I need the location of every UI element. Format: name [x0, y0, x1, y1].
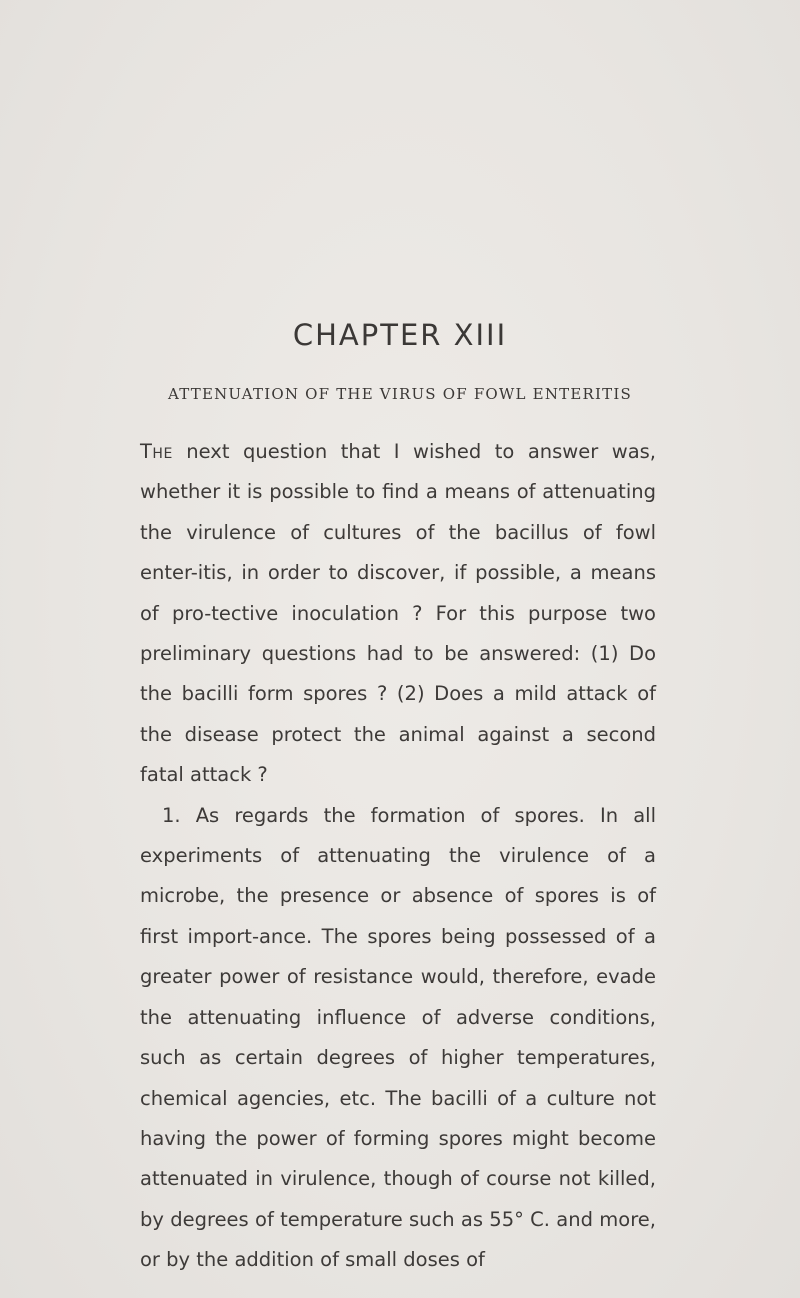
chapter-subtitle: ATTENUATION OF THE VIRUS OF FOWL ENTERITIS [168, 385, 632, 403]
body-text [140, 432, 656, 1281]
paragraph-1 [140, 432, 656, 796]
chapter-title: CHAPTER XIII [292, 318, 508, 352]
paragraph-text: next question that I wished to answer was, whether it is possible to find a means of attenuating the virulence of cultures of the bacillus of fowl enter-itis, in order to discover, if possible, a means of pro-tective inoculation ? For this purpose two preliminary questions had to be answered: (1) Do the bacilli form spores ? (2) Does a mild attack of the disease protect the animal against a second fatal attack ? [140, 440, 656, 787]
paragraph-lead-word: The [140, 440, 173, 463]
paragraph-text: 1. As regards the formation of spores. In all experiments of attenuating the virulence of a microbe, the presence or absence of spores is of first import-ance. The spores being possessed of a greater power of resistance would, therefore, evade the attenuating influence of adverse conditions, such as certain degrees of higher temperatures, chemical agencies, etc. The bacilli of a culture not having the power of forming spores might become attenuated in virulence, though of course not killed, by degrees of temperature such as 55° C. and more, or by the addition of small doses of [140, 803, 656, 1272]
paragraph-2 [140, 796, 656, 1281]
